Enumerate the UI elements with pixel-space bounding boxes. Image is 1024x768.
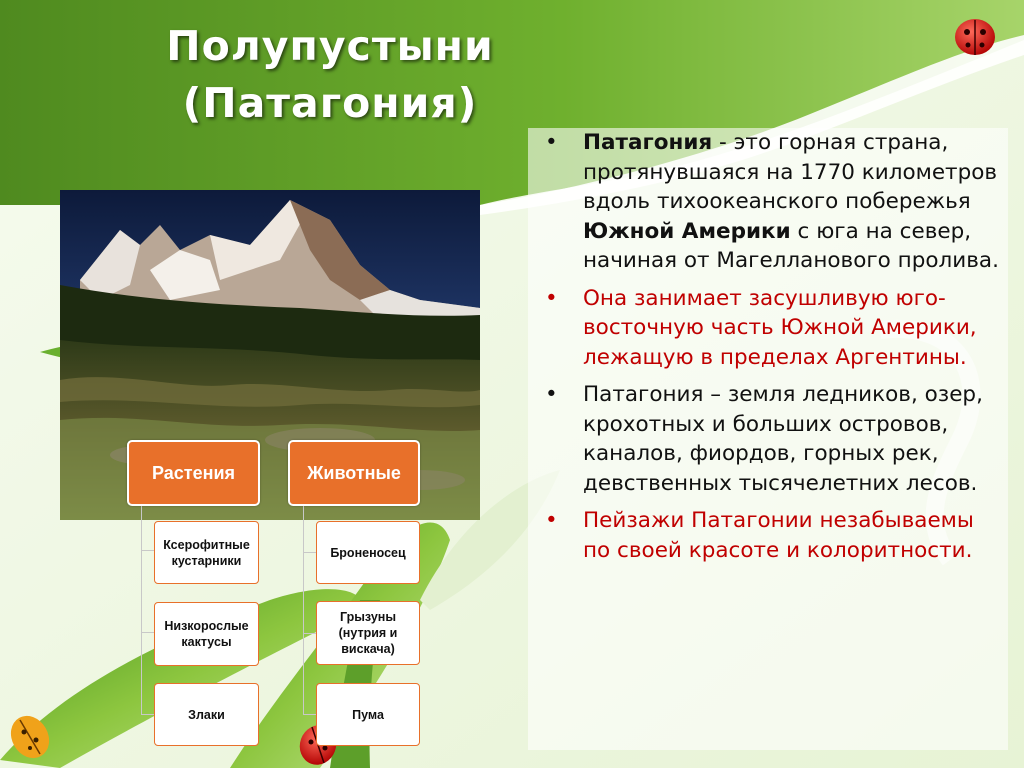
- paragraph-text: Патагония – земля ледников, озер, крохотных и больших островов, каналов, фиордов, горных рек, девственных тысячелетних лесов.: [583, 382, 983, 496]
- paragraph-text: с юга на север, начиная от Магелланового пролива.: [583, 218, 999, 273]
- animals-connector-branch: [303, 633, 316, 634]
- bullet-list: [543, 128, 1005, 573]
- bullet-icon: •: [545, 130, 558, 155]
- bold-text: Патагония: [583, 130, 713, 155]
- bullet-item: [543, 506, 1005, 565]
- animals-item: Пума: [316, 683, 420, 746]
- bold-text: Южной Америки: [583, 218, 791, 244]
- animals-item: Грызуны (нутрия и вискача): [316, 601, 420, 665]
- bullet-item: [543, 284, 1005, 373]
- slide-title: [120, 18, 540, 132]
- bullet-icon: •: [545, 285, 558, 311]
- plants-connector-branch: [141, 632, 154, 633]
- paragraph-text: Пейзажи Патагонии незабываемы по своей красоте и колоритности.: [583, 508, 974, 563]
- plants-item: Ксерофитные кустарники: [154, 521, 259, 584]
- animals-header: Животные: [288, 440, 420, 506]
- plants-item: Злаки: [154, 683, 259, 746]
- paragraph-text: Она занимает засушливую юго-восточную часть Южной Америки, лежащую в пределах Аргентины.: [583, 285, 977, 370]
- plants-connector-branch: [141, 714, 154, 715]
- animals-connector: [303, 505, 304, 715]
- bullet-icon: •: [545, 508, 558, 533]
- animals-connector-branch: [303, 714, 316, 715]
- animals-item: Броненосец: [316, 521, 420, 584]
- bullet-icon: •: [545, 382, 558, 407]
- title-line-1: Полупустыни: [166, 22, 494, 70]
- bullet-item: [543, 380, 1005, 498]
- title-line-2: (Патагония): [182, 79, 478, 127]
- paragraph-text: - это горная страна, протянувшаяся на 1770 километров вдоль тихоокеанского побережья: [583, 130, 998, 214]
- plants-header: Растения: [127, 440, 260, 506]
- bullet-item: [543, 128, 1005, 276]
- plants-connector: [141, 505, 142, 715]
- plants-item: Низкорослые кактусы: [154, 602, 259, 666]
- animals-connector-branch: [303, 552, 316, 553]
- plants-connector-branch: [141, 550, 154, 551]
- ladybug-icon: [955, 19, 995, 55]
